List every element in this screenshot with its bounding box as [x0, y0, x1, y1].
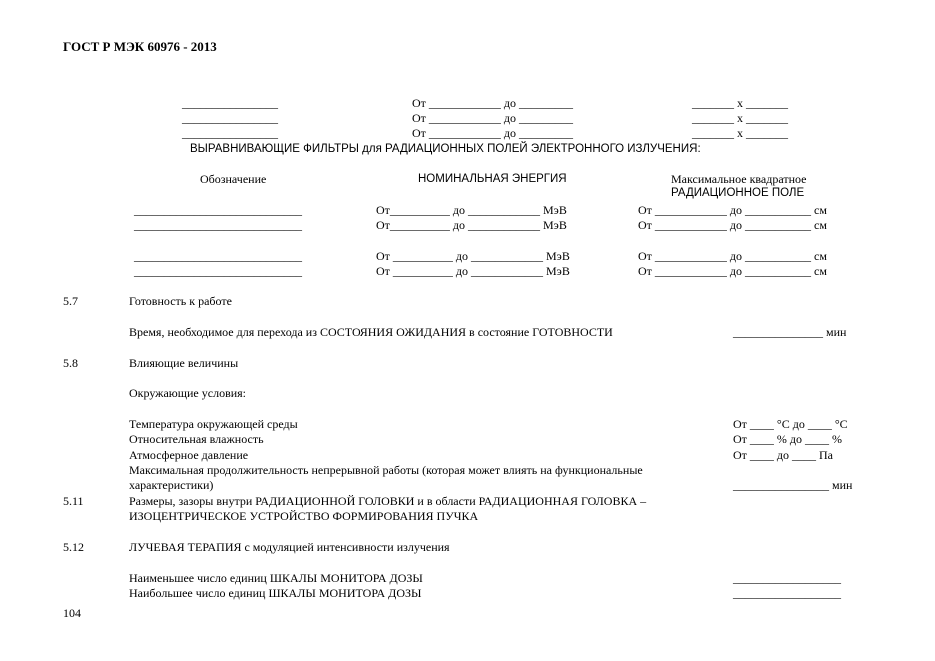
top-row-3-range[interactable]: От ____________ до _________ [412, 126, 574, 140]
top-row-1-range[interactable]: От ____________ до _________ [412, 96, 574, 110]
section-5-12-title: ЛУЧЕВАЯ ТЕРАПИЯ с модуляцией интенсивности излучения [129, 540, 450, 554]
max-mu-label: Наибольшее число единиц ШКАЛЫ МОНИТОРА ДОЗЫ [129, 586, 422, 600]
filter-row-3-field[interactable]: От ____________ до ___________ см [638, 249, 827, 263]
filter-row-3-blank[interactable]: ____________________________ [134, 249, 302, 263]
section-5-8-number: 5.8 [63, 356, 78, 370]
min-mu-label: Наименьшее число единиц ШКАЛЫ МОНИТОРА ДОЗЫ [129, 571, 423, 585]
filter-row-2-blank[interactable]: ____________________________ [134, 218, 302, 232]
filter-row-1-energy[interactable]: От__________ до ____________ МэВ [376, 203, 567, 217]
pressure-label: Атмосферное давление [129, 448, 249, 462]
max-duration-label-line1: Максимальная продолжительность непрерывной работы (которая может влиять на функциональные [129, 463, 643, 477]
top-row-2-size[interactable]: _______ x _______ [692, 111, 788, 125]
filter-row-3-energy[interactable]: От __________ до ____________ МэВ [376, 249, 570, 263]
standby-time-field[interactable]: _______________ мин [733, 325, 847, 339]
top-row-3-size[interactable]: _______ x _______ [692, 126, 788, 140]
section-5-7-title: Готовность к работе [129, 294, 232, 308]
filter-row-2-energy[interactable]: От__________ до ____________ МэВ [376, 218, 567, 232]
filter-row-1-blank[interactable]: ____________________________ [134, 203, 302, 217]
section-5-12-number: 5.12 [63, 540, 84, 554]
filters-title: ВЫРАВНИВАЮЩИЕ ФИЛЬТРЫ для РАДИАЦИОННЫХ ПОЛЕЙ ЭЛЕКТРОННОГО ИЗЛУЧЕНИЯ: [190, 143, 701, 155]
section-5-11-line1: Размеры, зазоры внутри РАДИАЦИОННОЙ ГОЛОВКИ и в области РАДИАЦИОННАЯ ГОЛОВКА – [129, 494, 647, 508]
section-5-11-line2: ИЗОЦЕНТРИЧЕСКОЕ УСТРОЙСТВО ФОРМИРОВАНИЯ ПУЧКА [129, 509, 479, 523]
section-5-7-number: 5.7 [63, 294, 78, 308]
top-row-2-blank[interactable]: ________________ [182, 111, 278, 125]
max-mu-field[interactable]: __________________ [733, 586, 841, 600]
section-5-11-number: 5.11 [63, 494, 84, 508]
page-header-title: ГОСТ Р МЭК 60976 - 2013 [63, 39, 217, 54]
filter-row-4-energy[interactable]: От __________ до ____________ МэВ [376, 264, 570, 278]
standby-time-label: Время, необходимое для перехода из СОСТОЯНИЯ ОЖИДАНИЯ в состояние ГОТОВНОСТИ [129, 325, 613, 339]
temperature-label: Температура окружающей среды [129, 417, 298, 431]
min-mu-field[interactable]: __________________ [733, 571, 841, 585]
top-row-3-blank[interactable]: ________________ [182, 126, 278, 140]
filter-row-4-blank[interactable]: ____________________________ [134, 264, 302, 278]
humidity-field[interactable]: От ____ % до ____ % [733, 432, 843, 446]
top-row-2-range[interactable]: От ____________ до _________ [412, 111, 574, 125]
max-duration-field[interactable]: ________________ мин [733, 478, 853, 492]
filters-col-energy: НОМИНАЛЬНАЯ ЭНЕРГИЯ [418, 173, 567, 185]
page-number: 104 [63, 606, 81, 620]
pressure-field[interactable]: От ____ до ____ Па [733, 448, 834, 462]
max-duration-label-line2: характеристики) [129, 478, 214, 492]
filter-row-2-field[interactable]: От ____________ до ___________ см [638, 218, 827, 232]
top-row-1-blank[interactable]: ________________ [182, 96, 278, 110]
temperature-field[interactable]: От ____ °С до ____ °С [733, 417, 848, 431]
filter-row-4-field[interactable]: От ____________ до ___________ см [638, 264, 827, 278]
filters-col-field-line2: РАДИАЦИОННОЕ ПОЛЕ [671, 187, 805, 199]
top-row-1-size[interactable]: _______ x _______ [692, 96, 788, 110]
filters-col-field-line1: Максимальное квадратное [671, 172, 807, 186]
env-conditions-title: Окружающие условия: [129, 386, 247, 400]
humidity-label: Относительная влажность [129, 432, 264, 446]
filter-row-1-field[interactable]: От ____________ до ___________ см [638, 203, 827, 217]
section-5-8-title: Влияющие величины [129, 356, 239, 370]
filters-col-designation: Обозначение [200, 172, 267, 186]
